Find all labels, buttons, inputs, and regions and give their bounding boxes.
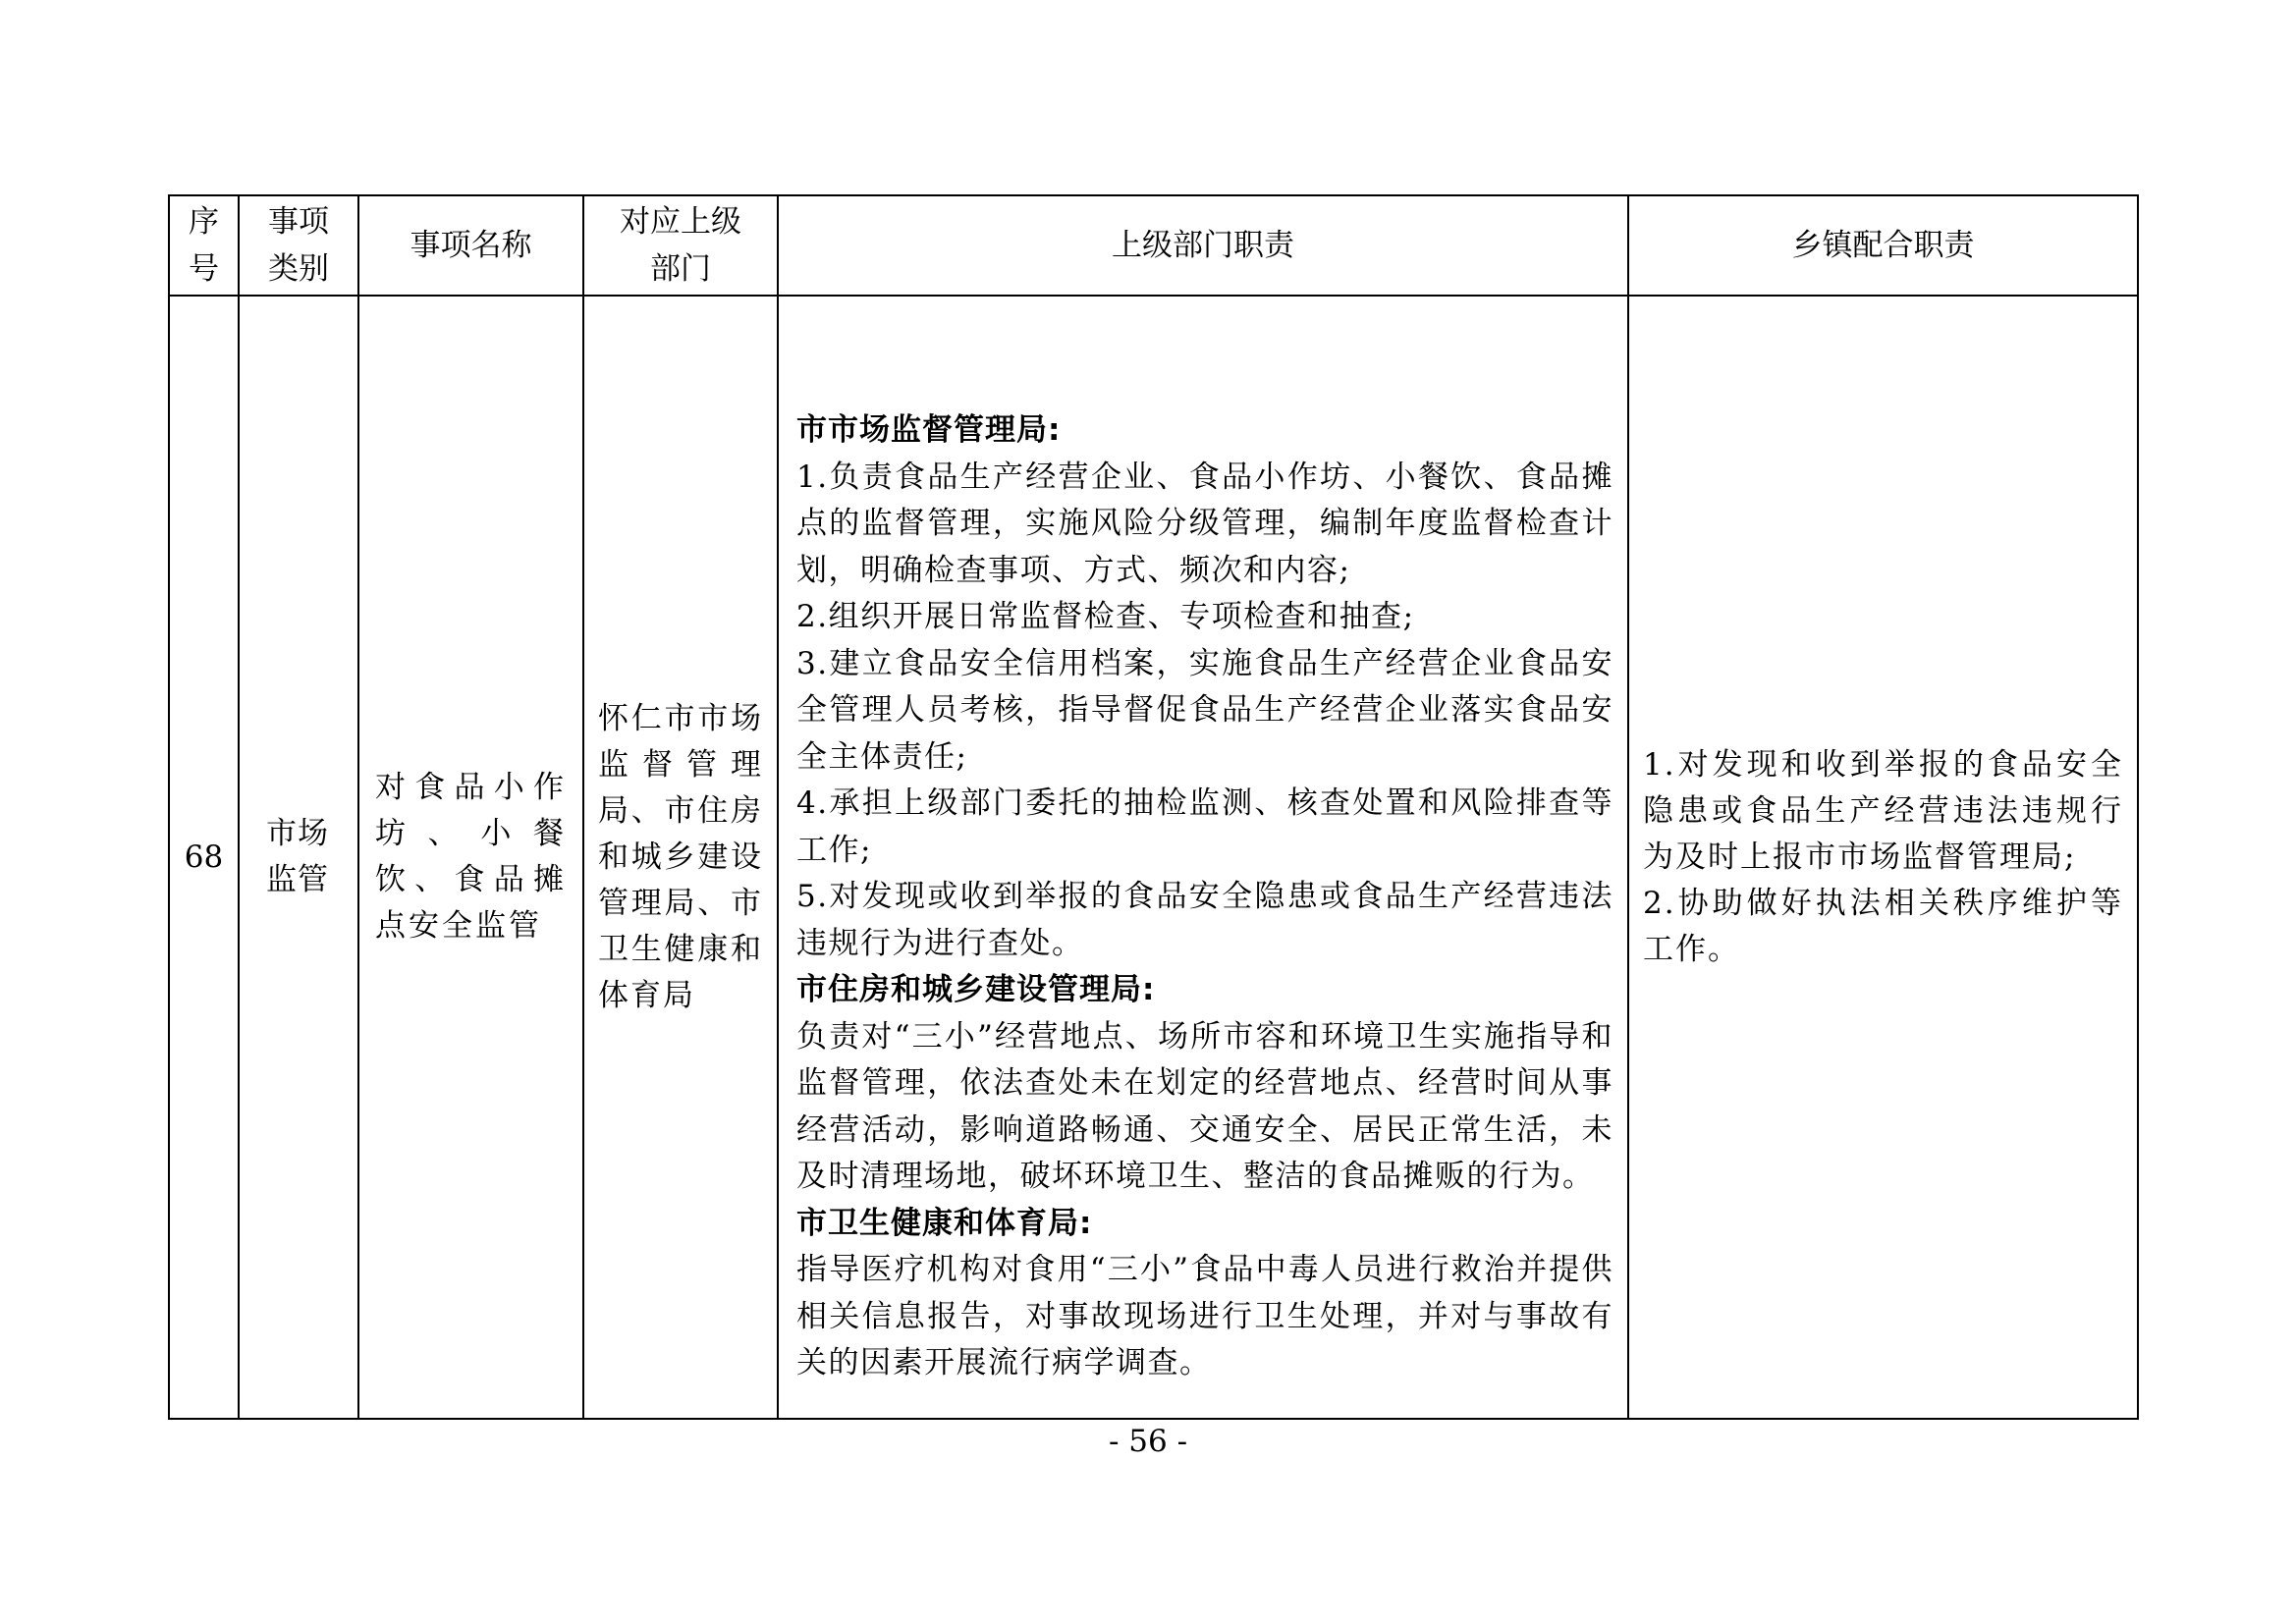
township-duty-2: 2.协助做好执法相关秩序维护等工作。 xyxy=(1643,885,2123,967)
housing-duty: 负责对“三小”经营地点、场所市容和环境卫生实施指导和监督管理，依法查处未在划定的经营地点、经营时间从事经营活动，影响道路畅通、交通安全、居民正常生活，未及时清理场地，破坏环境卫生、整洁的食品摊贩的行为。 xyxy=(796,1018,1613,1195)
seq-value: 68 xyxy=(184,839,224,875)
header-superior-dept: 对应上级部门 xyxy=(583,195,778,296)
market-duty-2: 2.组织开展日常监督检查、专项检查和抽查; xyxy=(796,599,1415,635)
cell-township-duties xyxy=(1628,296,2138,1419)
cell-superior-duties xyxy=(778,296,1628,1419)
header-township-duties: 乡镇配合职责 xyxy=(1628,195,2138,296)
market-duty-5: 5.对发现或收到举报的食品安全隐患或食品生产经营违法违规行为进行查处。 xyxy=(796,879,1613,961)
health-duty: 指导医疗机构对食用“三小”食品中毒人员进行救治并提供相关信息报告，对事故现场进行卫生处理，并对与事故有关的因素开展流行病学调查。 xyxy=(796,1252,1613,1381)
table-row xyxy=(169,296,2138,1419)
cell-item-name xyxy=(358,296,583,1419)
header-superior-duties: 上级部门职责 xyxy=(778,195,1628,296)
header-seq: 序号 xyxy=(169,195,239,296)
cell-superior-dept xyxy=(583,296,778,1419)
header-item-name: 事项名称 xyxy=(358,195,583,296)
market-duty-1: 1.负责食品生产经营企业、食品小作坊、小餐饮、食品摊点的监督管理，实施风险分级管理，编制年度监督检查计划，明确检查事项、方式、频次和内容; xyxy=(796,459,1613,588)
item-name-value: 对食品小作坊、小餐饮、食品摊点安全监管 xyxy=(375,770,567,944)
dept-title-health: 市卫生健康和体育局: xyxy=(796,1205,1093,1241)
superior-dept-value: 怀仁市市场监督管理局、市住房和城乡建设管理局、市卫生健康和体育局 xyxy=(598,700,763,1013)
dept-title-housing: 市住房和城乡建设管理局: xyxy=(796,972,1156,1008)
township-duty-1: 1.对发现和收到举报的食品安全隐患或食品生产经营违法违规行为及时上报市市场监督管理局; xyxy=(1643,746,2123,875)
cell-seq xyxy=(169,296,239,1419)
market-duty-4: 4.承担上级部门委托的抽检监测、核查处置和风险排查等工作; xyxy=(796,785,1613,868)
header-category: 事项类别 xyxy=(239,195,358,296)
table-header-row xyxy=(169,195,2138,296)
cell-category xyxy=(239,296,358,1419)
page-number: - 56 - xyxy=(1108,1424,1188,1459)
market-duty-3: 3.建立食品安全信用档案，实施食品生产经营企业食品安全管理人员考核，指导督促食品生产经营企业落实食品安全主体责任; xyxy=(796,645,1613,775)
dept-title-market: 市市场监督管理局: xyxy=(796,412,1062,449)
category-value: 市场监管 xyxy=(266,816,329,897)
duty-table xyxy=(168,194,2139,1420)
